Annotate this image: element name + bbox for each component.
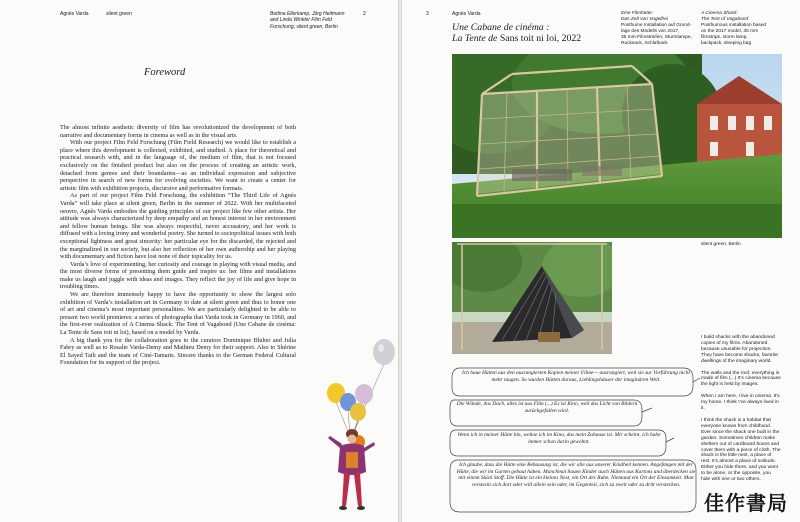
speech-bubble-3: Wenn ich in meiner Hütte bin, wohne ich im Kino, das mein Zuhause ist. Mir scheint, ich habe immer schon darin gewohnt. [457, 432, 661, 445]
side-paragraph: The walls and the roof, everything is made of film (...) It’s cinema because the light is held by images. [701, 370, 781, 388]
right-header-author: Agnès Varda [452, 11, 481, 17]
left-header-book: silent green [106, 11, 132, 17]
right-page-number: 3 [426, 11, 429, 17]
shack-garden-photo [452, 54, 782, 238]
paragraph: The almost infinite aesthetic diversity of film has revolutionized the development of both narrative and documentary forms in cinema as well as in the visual arts. [60, 124, 296, 139]
publisher-watermark: 佳作書局 [704, 491, 788, 515]
foreword-body [60, 124, 296, 367]
caption-german: Eine Filmhütte: Das Zelt von Vogelfrei Posthume Installation auf Grund- lage des Modells von 2017, 35 mm-Filmstreifen, Sturmlampe, Rucksack, Schlafsack [621, 11, 692, 46]
paragraph: As part of our project Film Feld Forschung, the exhibition “The Third Life of Agnès Varda” will take place at silent green, Berlin in the summer of 2022. With her multifaceted oeuvre, Agnès Varda embodies the guiding principles of our project like few other artists. Her attitude was always characterized by deep empathy and an honest interest in her environment and fellow human beings. She was always respectful, never accusatory, and her work is diffused with a loving irony and wonderful poetry. She turned to sociopolitical issues with both exceptional lightness and great sincerity: her particular eye for the discarded, the rejected and the marginalized in our society, but also her reflection of her own authorship and her playing with documentary and fiction have lost none of their topicality for us. [60, 192, 296, 261]
paragraph: Varda’s love of experimenting, her curiosity and courage in playing with visual media, and the most diverse forms of presenting them guide and inspire us: her films and installations make us laugh and juggle with ideas and images. They reflect the joy of life and give hope in troubling times. [60, 260, 296, 291]
left-page [0, 0, 398, 522]
paragraph: We are therefore immensely happy to have the opportunity to show the largest solo exhibition of Varda’s installation art in Germany to date at silent green and thus to honor one of art and cinema’s most important personalities. We are particularly delighted to be able to present two world premieres: a series of photographs that Varda took in Germany in 1960, and the first-ever realization of A Cinema Shack: The Tent of Vagabond (Une Cabane de cinéma: La Tente de Sans toit ni loi), based on a model by Varda. [60, 291, 296, 337]
tent-photo [452, 242, 612, 354]
side-paragraph: I build shacks with the abandoned copies of my films. Abandoned because unusable for projection. They have become shacks, favorite dwellings of the imaginary world. [701, 335, 778, 364]
left-header-credits: Bettina Ellerkamp, Jörg Heitmann and Linda Winkler Film Feld Forschung, silent green, Berlin [270, 11, 345, 30]
caption-english: A Cinema Shack: The Tent of Vagabond Posthumous installation based on the 2017 model, 35 mm filmstrips, storm lamp, backpack, sleeping bag [701, 11, 767, 46]
side-translations [701, 335, 781, 489]
photo-caption: silent green, Berlin [701, 242, 741, 247]
artwork-title: Une Cabane de cinéma : La Tente de Sans toit ni loi, 2022 [452, 22, 582, 44]
paragraph: A big thank you for the collaboration goes to the curators Dominique Bluher and Julia Fabry as well as to Rosalie Varda-Demy and Mathieu Demy for their support. Also to Shérine El Sayed Taih and the team of Ciné-Tamaris. Sincere thanks to the German Federal Cultural Foundation for its support of the project. [60, 336, 296, 367]
paragraph: With our project Film Feld Forschung (Film Field Research) we would like to establish a place where this development is collected, exhibited, and studied. A place for theoretical and practical research with, and in the language of, the medium of film, that is not focused exclusively on the finished product but also on the process of creating an artistic work, detached from genres and their boundaries—as an individual expression and subjective perspective in search of new forms for evolving societies. We want to create a center for artistic film with exhibition projects, discursive and performative formats. [60, 139, 296, 192]
left-header-author: Agnès Varda [60, 11, 89, 17]
speech-bubble-1: Ich baue Hütten aus den ausrangierten Kopien meiner Filme— ausrangiert, weil sie zur Vorführung nicht mehr taugen. So wurden Hütten daraus, Lieblingshäuser der imaginären Welt. [461, 370, 691, 383]
speech-bubble-2: Die Wände, das Dach, alles ist aus Film (...) Es ist Kino, weil das Licht von Bildern zurückgefallen wird. [456, 401, 638, 414]
page-title: Foreword [144, 67, 186, 78]
balloon-figure-illustration [300, 338, 398, 522]
side-paragraph: When I am here, I live in cinema. It’s my home. I think I’ve always lived in it. [701, 394, 780, 412]
speech-bubble-4: Ich glaube, dass die Hütte eine Behausung ist, die wir alle aus unserer Kindheit kennen. Angefangen mit der Hütte, die wir im Garten gebaut haben. Manchmal bauen Kinder auch Hütten aus Kartons und überdecken sie mit einem Stück Stoff. Die Hütte ist ein kleines Nest, ein Ort der Ruhe. Niemand ein Ort der Einsamkeit. Man versteckt sich dort oder will allein sein oder, im Gegenteil, sich zu zweit oder zu dritt verstecken. [456, 462, 696, 488]
left-page-number: 2 [363, 11, 366, 17]
side-paragraph: I think the shack is a habitat that everyone knows from childhood. Ever since the shack one built in the garden. Sometimes children make shelters out of cardboard boxes and cover them with a piece of cloth. The shack is the little nest, a place of rest. It’s almost a place of solitude. Either you hide there, and you want to be alone, or the opposite, you hide with one or two others. [701, 417, 781, 483]
